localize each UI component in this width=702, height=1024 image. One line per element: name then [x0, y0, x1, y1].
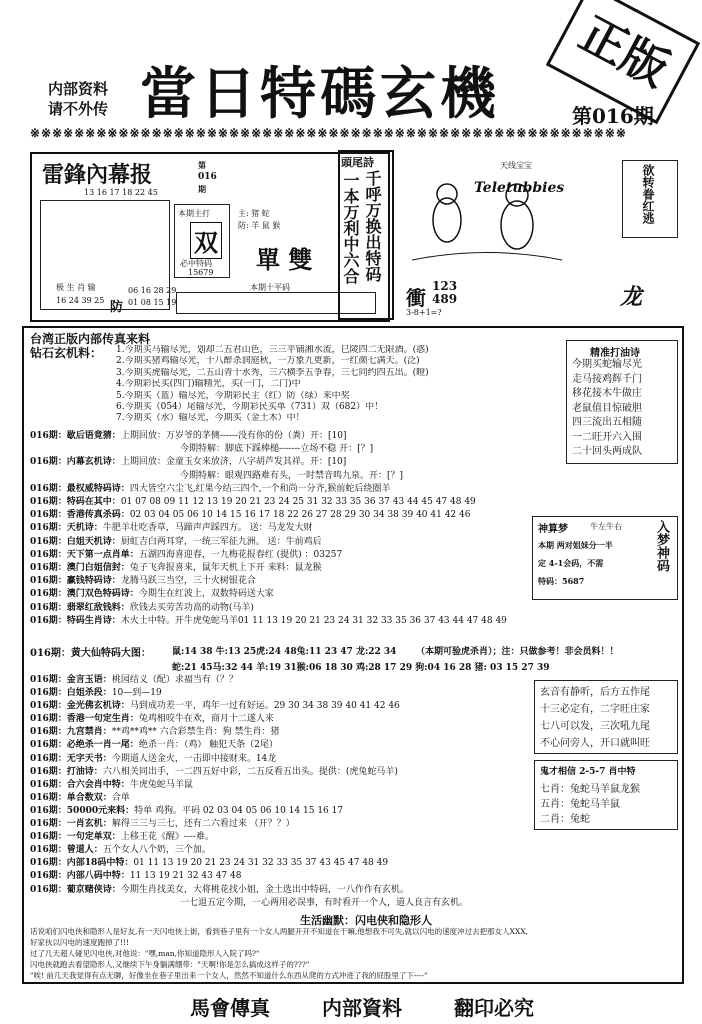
section-row: 016期：最权威特码诗：四大皆空六尘飞,红果今结三四个,一个和尚一分齐,猴前蛇后绕圈羊 — [30, 483, 391, 494]
section-row: 016期：无字天书：今期道人送金火，一击即中接财来。14龙 — [30, 753, 277, 764]
ghost-line: 二肖：兔蛇 — [540, 814, 590, 825]
thunder-issue-suffix: 期 — [198, 184, 206, 194]
section-row: 今期特解：脚底下踩棒槌-------立场不稳 开：[？] — [180, 444, 374, 455]
section-row: 016期：特码生肖诗：木火土中特。开牛虎兔蛇马羊01 11 13 19 20 21 23 24 31 32 33 35 36 37 43 44 47 48 49 — [30, 615, 507, 626]
section-row: 016期：天机诗：牛肥羊壮吃香草，马蹄声声踩四方。 送：马龙发大财 — [30, 523, 313, 534]
dream-side: 入梦神码 — [654, 520, 669, 572]
right-poem-line: 老鼠值目惊破胆 — [572, 402, 642, 414]
teletubbies-tag: 天线宝宝 — [500, 161, 532, 170]
section-row: 016期：合六会肖中特：牛虎兔蛇马羊鼠 — [30, 779, 193, 790]
section-row: 016期：内幕玄机诗：上期回放：金童玉女来放济，八字胡芦发其祥。开：[10] — [30, 457, 347, 468]
right-poem-line: 今期买蛇输尽光 — [572, 359, 642, 370]
humor-lines — [30, 926, 680, 981]
hdx-row2: 蛇:21 45马:32 44 羊:19 31猴:06 18 30 鸡:28 17 29 狗:04 16 28 猪: 03 15 27 39 — [172, 663, 550, 673]
hdx-title: 016期：黄大仙特码大图： — [30, 648, 151, 659]
thunder-fang: 防 — [110, 300, 124, 315]
dream-line3: 特码：5687 — [538, 576, 585, 586]
right-poem-line: 一二旺开六入围 — [572, 431, 642, 443]
header-stars: ※※※※※※※※※※※※※※※※※※※※※※※※※※※※※※※※※※※※※※※※※※※※※※※※※※※※※※ — [30, 126, 627, 140]
thunder-dan-shuang: 單 雙 — [256, 245, 313, 274]
section-row: 016期：白姐天机诗：厨虹吉白两耳穿，一统三军征九洲。 送：牛前鸡后 — [30, 536, 322, 547]
hdx-note: （本期可验虎杀肖）；注：只做参考！非会员料！！ — [416, 647, 619, 657]
section-row: 016期：必绝杀一肖一尾：绝杀一肖：（鸡） 触犯天条（2尾） — [30, 740, 278, 751]
section-row: 016期：50000元来料：特单 鸡狗。平码 02 03 04 05 06 10 14 15 16 17 — [30, 805, 344, 816]
thunder-number-row: 13 16 17 18 22 45 — [84, 188, 158, 197]
taiwan-item: 5.今期买（蓝）输尽光，今期彩民主（红）防（绿）来中奖 — [116, 390, 350, 401]
section-row: 016期：一肖玄机：解得三三与三七，还有二六看过来 （开？？） — [30, 819, 295, 830]
thunder-small-row2: 01 08 15 19 — [128, 298, 177, 307]
humor-title: 生活幽默：闪电侠和隐形人 — [300, 914, 432, 927]
taiwan-item: 3.今期买虎输尽光，二五山青十水秀，三六横李五争春，三七同约四五出。(瞪) — [116, 367, 429, 378]
right-poem-line: 二十回头两成队 — [572, 446, 642, 457]
humor-line: "唉! 前几天我觉得有点无聊，好像坐在巷子里出来一个女人，然然不知道什么东西从爬的方式冲进了我的屁股里了下----" — [30, 971, 428, 980]
section-row: 一七退五定今期，一心两用必误事，有时看开一个人，道人良言有玄机。 — [180, 897, 469, 908]
poem2-line: 玄音有静听，后方五作尾 — [540, 687, 650, 698]
section-row: 016期：单合数双：合单 — [30, 792, 130, 803]
thunder-sub-val: 15679 — [188, 268, 214, 277]
section-row: 016期：赢钱特码诗：龙腾马跃三当空，三十火树银花合 — [30, 576, 256, 587]
thunder-issue-num: 016 — [198, 172, 217, 182]
poem2-lines — [540, 684, 676, 752]
taiwan-item: 7.今期买（水）输尽光，今期买（金土木）中！ — [116, 413, 305, 424]
footer-right: 翻印必究 — [454, 996, 534, 1020]
thunder-main-vals: 主: 猪 蛇 防: 羊 鼠 猴 — [238, 209, 281, 230]
thunder-single-double: 双 — [190, 222, 222, 259]
section-row: 016期：澳门双色特码诗：今期生在红波上，双数特码送大家 — [30, 589, 274, 600]
humor-line: 过了几天超人碰见闪电侠,对他说："嘿,man,你知道隐形人入院了吗?" — [30, 949, 260, 958]
right-label: 欲转眷红逃 — [641, 164, 655, 224]
poem2-line: 十三必定有，二字旺庄家 — [540, 704, 650, 715]
poem-col2: 千呼万换出特码 — [363, 170, 382, 282]
fang-numbers: 123 489 — [432, 279, 458, 306]
section-row: 016期：澳门白姐信封：兔子飞奔报喜来，鼠年天机上下开 来料：鼠龙猴 — [30, 563, 322, 574]
fang-glyph: 衝 — [406, 286, 426, 310]
poem2-line: 不心问旁人，开口就叫旺 — [540, 738, 650, 749]
humor-line: 闪电侠就跑去看望隐形人,又继续下午身躺满绷带："天啊!你是怎么搞成这样子的???" — [30, 960, 310, 969]
humor-line: 好家伙以闪电的速度跑掉了!!! — [30, 938, 130, 947]
taiwan-item: 2.今期买猪鸡输尽光，十八醉杀润庭秋，一万象九更新，一红颜七满天。(泛) — [116, 356, 420, 367]
thunder-ten-code: 本期十平码 — [250, 283, 290, 292]
formula: 3-8+1=? — [406, 308, 442, 317]
taiwan-title: 台湾正版内部传真来料 — [30, 332, 151, 346]
section-row: 016期：曾道人：五个女人八个奶，三个加。 — [30, 845, 211, 856]
thunder-sub-label: 必中特码 — [180, 259, 212, 268]
footer-mid: 内部資料 — [322, 996, 402, 1020]
section-row: 016期：香港一句定生肖：兔鸡相咬牛在欢，商月十二遂人来 — [30, 714, 274, 725]
thunder-bottom-row1: 极 生 肖 输 — [56, 283, 96, 292]
section-row: 016期：歇后语竟猜：上期回放：万岁爷的茅侧------没有你的份（粪）开：[10] — [30, 431, 347, 441]
section-row: 016期：九宫禁肖：**鸡**鸡** 六合彩禁生肖：狗 禁生肖：猪 — [30, 727, 280, 738]
section-row: 016期：翡翠红敌钱料：欣钱去买劳苦功高的动物(马羊) — [30, 602, 254, 613]
official-stamp: 正版 — [546, 0, 700, 124]
ghost-title: 鬼才相信 2-5-7 肖中特 — [540, 767, 636, 777]
thunder-small-row1: 06 16 28 29 — [128, 286, 177, 295]
hdx-row1: 鼠:14 38 牛:13 25虎:24 48兔:11 23 47 龙:22 34 — [172, 647, 397, 657]
section-row: 今期特解：眼观四路难有头，一时禁音鸣九泉。开：[？] — [180, 470, 404, 481]
section-row: 016期：天下第一点肖单：五湖四海喜迎春，一九梅花报春红 (提供) ：03257 — [30, 549, 343, 560]
taiwan-items — [116, 345, 532, 425]
footer-left: 馬會傳真 — [190, 996, 270, 1020]
section-row: 016期：香港传真杀码：02 03 04 05 06 10 14 15 16 17 18 22 26 27 28 29 30 34 38 39 40 41 42 46 — [30, 510, 471, 521]
issue-number: 第016期 — [572, 104, 654, 128]
dream-sub: 牛左牛右 — [590, 522, 622, 531]
section-row: 016期：金言玉语：桃园结义（配）求福当有（？？ — [30, 675, 238, 685]
section-row: 016期：内部18码中特：01 11 13 19 20 21 23 24 31 32 33 35 37 43 45 47 48 49 — [30, 858, 389, 869]
section-row: 016期：一句定单双：上移王花《醒》----难。 — [30, 832, 214, 843]
dream-title: 神算梦 — [538, 524, 568, 535]
teletubbies-illustration — [402, 150, 572, 270]
thunder-issue-label: 第 — [198, 160, 206, 170]
internal-note-top: 内部资料 — [48, 80, 109, 98]
thunder-bottom-row2: 16 24 39 25 — [56, 296, 105, 305]
right-poem-lines — [572, 358, 676, 460]
right-poem-line: 四三流出五相随 — [572, 417, 642, 428]
right-poem-line: 走马接鸡辉千门 — [572, 373, 642, 385]
section-row: 016期：内部八码中特：11 13 19 21 32 43 47 48 — [30, 871, 242, 882]
ghost-lines — [540, 782, 676, 827]
section-row: 016期：葡京赌侠诗：今期生肖找美女，大将桃花找小姐，金土选出中特码，一八作作有玄机。 — [30, 884, 409, 895]
dream-line1: 本期 两对姐妹分一半 — [538, 540, 613, 550]
section-row: 016期：金光佛玄机诗：马到成功差一平，鸡年一过有好运。29 30 34 38 39 40 41 42 46 — [30, 701, 400, 712]
thunder-main-label: 本期主打 — [178, 209, 210, 218]
ghost-line: 五肖：兔蛇马羊鼠 — [540, 799, 620, 810]
taiwan-item: 6.今期买（054）尾输尽光，今期彩民买单（731）双（682）中！ — [116, 402, 384, 413]
thunder-title: 雷鋒內幕报 — [42, 162, 153, 188]
sections-block-1 — [30, 430, 550, 628]
sections-block-2 — [30, 674, 530, 910]
poem-head: 頭尾詩 — [341, 156, 374, 169]
zuan-label: 钻石玄机料： — [30, 346, 103, 360]
teletubbies-label: Teletubbies — [474, 180, 565, 196]
humor-line: 话说咱们闪电侠和隐形人是好友,有一天闪电侠上街，看到巷子里有一个女人两腿开开不知道在干嘛,他想我不可失,就以闪电的速度冲过去把那女人XXX, — [30, 927, 529, 936]
dragon-label: 龙 — [620, 284, 643, 310]
poem-col1: 一本万利中六合 — [341, 172, 360, 284]
taiwan-item: 4.今期彩民买(四门)输精光，买(一门，二门)中 — [116, 379, 301, 390]
section-row: 016期：白姐杀段：10—到—19 — [30, 688, 162, 699]
page-title: 當日特碼玄機 — [140, 61, 500, 127]
section-row: 016期：特码在其中：01 07 08 09 11 12 13 19 20 21 23 24 25 31 32 33 35 36 37 43 44 45 47 48 49 — [30, 497, 476, 508]
right-poem-title: 精准打油诗 — [590, 348, 640, 359]
poem2-line: 七八可以发，三次吼九尾 — [540, 721, 650, 732]
right-poem-line: 移花接木牛做庄 — [572, 388, 642, 399]
internal-note-bottom: 请不外传 — [48, 100, 109, 118]
taiwan-item: 1.今期买马输尽光，划却二五君山色，三三平铺湘水流，巳陵四二无限酒。(惑) — [116, 345, 429, 355]
section-row: 016期：打油诗：六八相关同出手，一二四五好中彩，二五反看五出头。提供：(虎兔蛇马羊) — [30, 766, 398, 777]
ghost-line: 七肖：兔蛇马羊鼠龙猴 — [540, 784, 640, 795]
dream-line2: 定 4-1会码，不需 — [538, 558, 604, 568]
